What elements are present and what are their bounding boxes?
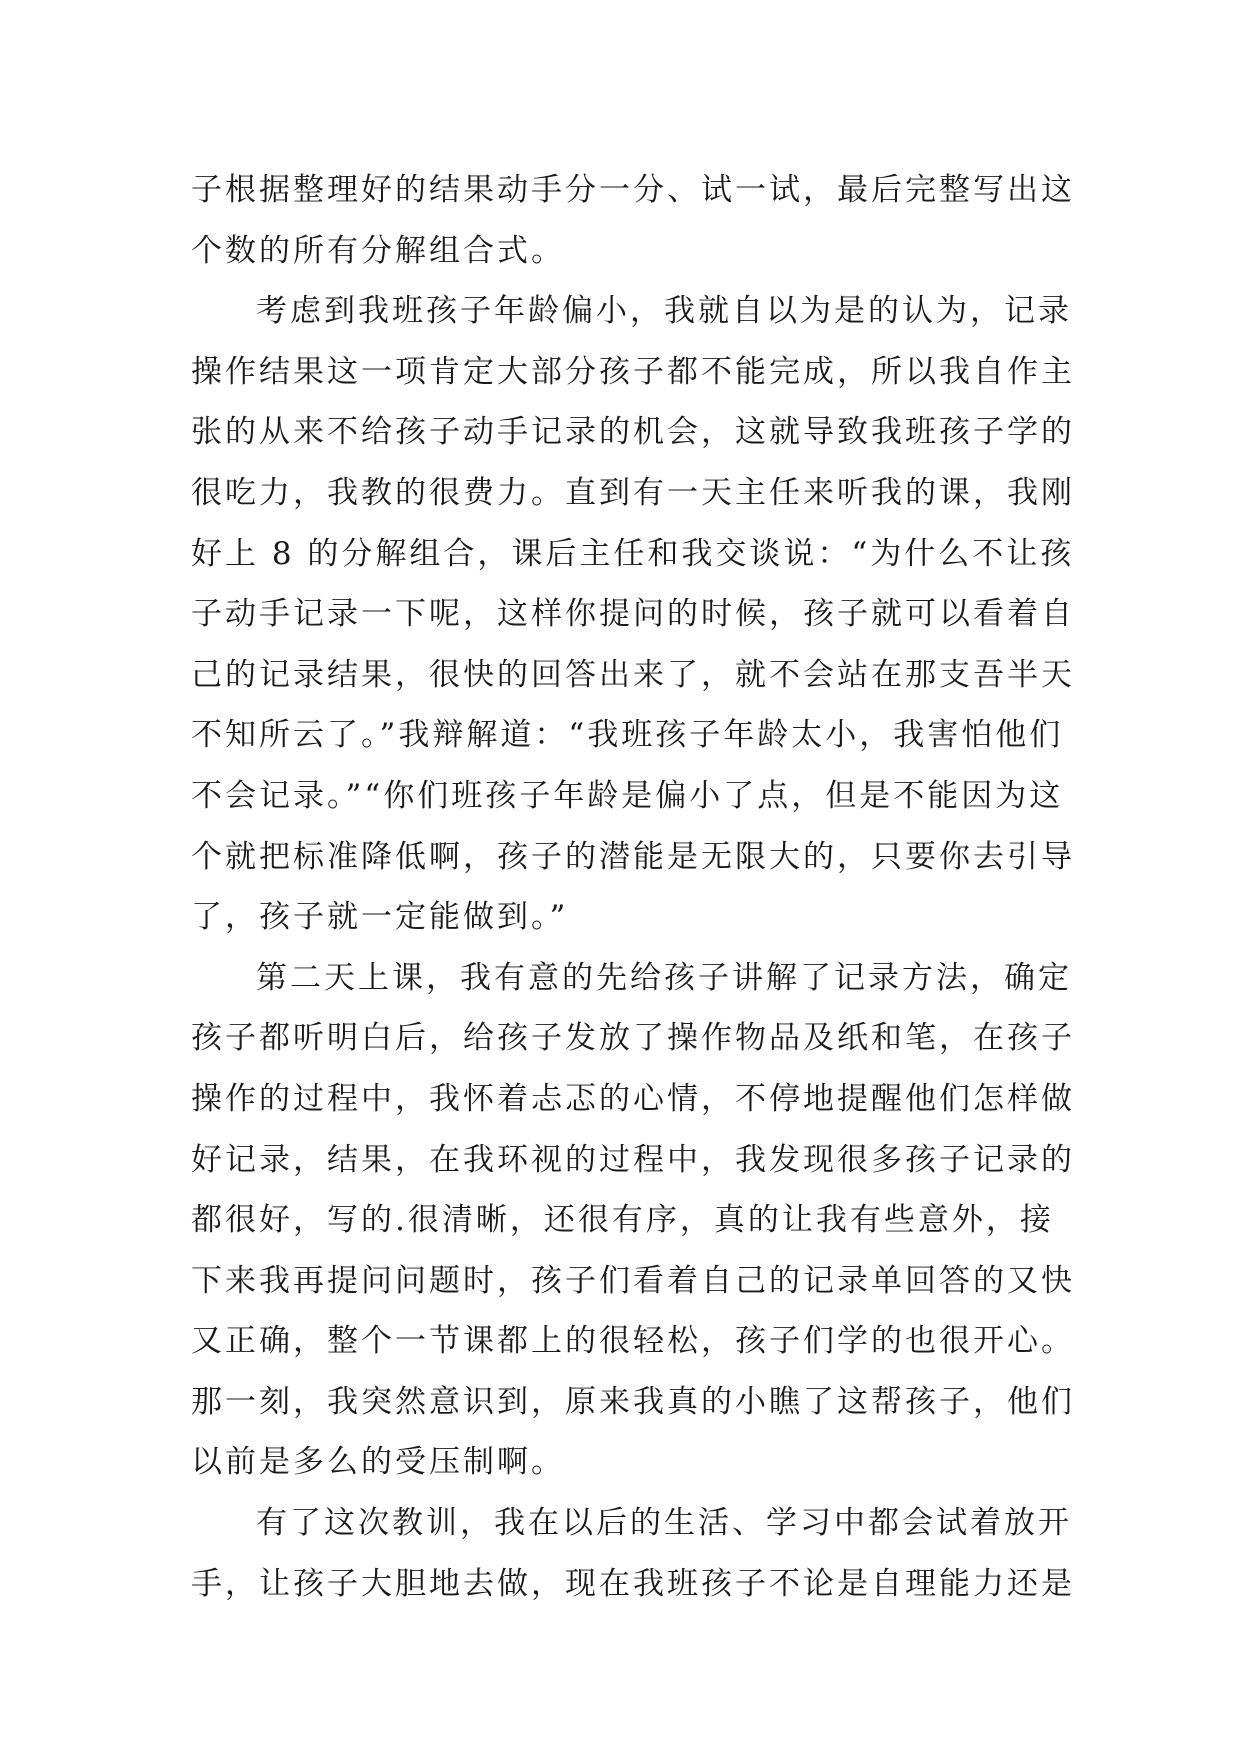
- text-line: 子动手记录一下呢，这样你提问的时候，孩子就可以看着自: [191, 596, 1075, 633]
- text-line: 下来我再提问问题时，孩子们看着自己的记录单回答的又快: [191, 1262, 1075, 1299]
- text-line: 不知所云了。”我辩解道：“我班孩子年龄太小，我害怕他们: [191, 717, 1064, 754]
- text-line: 孩子都听明白后，给孩子发放了操作物品及纸和笔，在孩子: [191, 1020, 1075, 1057]
- text-line: 很吃力，我教的很费力。直到有一天主任来听我的课，我刚: [191, 474, 1075, 511]
- text-line: 手，让孩子大胆地去做，现在我班孩子不论是自理能力还是: [191, 1565, 1075, 1602]
- text-line: 操作的过程中，我怀着忐忑的心情，不停地提醒他们怎样做: [191, 1080, 1075, 1117]
- paragraph-start-line: 第二天上课，我有意的先给孩子讲解了记录方法，确定: [256, 959, 1072, 996]
- text-line: 个数的所有分解组合式。: [191, 232, 565, 269]
- text-line: 都很好，写的.很清晰，还很有序，真的让我有些意外，接: [191, 1202, 1054, 1239]
- text-line: 了，孩子就一定能做到。”: [191, 899, 569, 936]
- text-line: 个就把标准降低啊，孩子的潜能是无限大的，只要你去引导: [191, 838, 1075, 875]
- text-line: 好上 8 的分解组合，课后主任和我交谈说：“为什么不让孩: [191, 535, 1075, 572]
- paragraph-start-line: 有了这次教训，我在以后的生活、学习中都会试着放开: [256, 1505, 1072, 1542]
- text-line: 又正确，整个一节课都上的很轻松，孩子们学的也很开心。: [191, 1323, 1075, 1360]
- text-line: 张的从来不给孩子动手记录的机会，这就导致我班孩子学的: [191, 414, 1075, 451]
- text-line: 以前是多么的受压制啊。: [191, 1444, 565, 1481]
- body-text: [191, 160, 1075, 1614]
- text-line: 己的记录结果，很快的回答出来了，就不会站在那支吾半天: [191, 656, 1075, 693]
- text-line: 不会记录。”“你们班孩子年龄是偏小了点，但是不能因为这: [191, 777, 1064, 814]
- paragraph-start-line: 考虑到我班孩子年龄偏小，我就自以为是的认为，记录: [256, 293, 1072, 330]
- text-line: 那一刻，我突然意识到，原来我真的小瞧了这帮孩子，他们: [191, 1383, 1075, 1420]
- text-line: 子根据整理好的结果动手分一分、试一试，最后完整写出这: [191, 172, 1075, 208]
- text-line: 操作结果这一项肯定大部分孩子都不能完成，所以我自作主: [191, 353, 1075, 390]
- text-line: 好记录，结果，在我环视的过程中，我发现很多孩子记录的: [191, 1141, 1075, 1178]
